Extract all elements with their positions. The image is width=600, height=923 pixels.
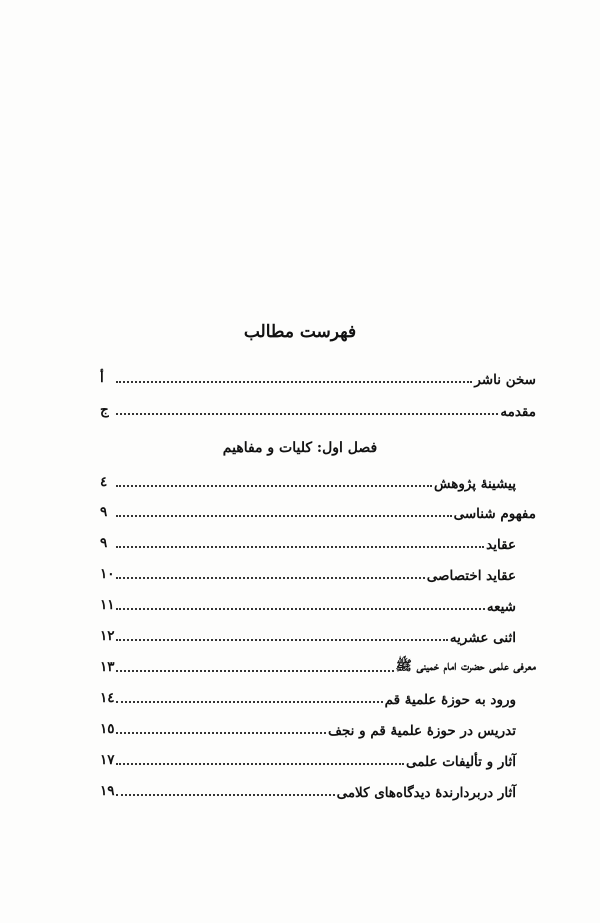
toc-entry-page: ١٠ [100, 566, 115, 582]
toc-entry [100, 624, 516, 646]
toc-entry [100, 562, 516, 584]
dot-leader [116, 700, 383, 703]
dot-leader [116, 484, 432, 487]
dot-leader [116, 545, 484, 548]
toc-entry-label: آثار دربردارندهٔ دیدگاه‌های کلامی [336, 785, 516, 801]
toc-entry-label: مقدمه [500, 404, 536, 420]
toc-entry-label: پیشینهٔ پژوهش [433, 476, 516, 492]
toc-entry [100, 500, 536, 522]
toc-entry [100, 531, 516, 553]
toc-entry-page: أ [100, 370, 104, 386]
toc-entry-page: ٤ [100, 474, 108, 490]
dot-leader [116, 380, 472, 383]
toc-entry-page: ١٩ [100, 783, 115, 799]
toc-entry-label: سخن ناشر [474, 372, 536, 388]
toc-entry [100, 779, 516, 801]
toc-entry-page: ١١ [100, 597, 115, 613]
toc-entry [100, 686, 516, 708]
toc-entry-page: ١٥ [100, 721, 115, 737]
dot-leader [116, 514, 452, 517]
toc-entry-label: عقاید [486, 537, 516, 553]
toc-entry [100, 655, 536, 677]
dot-leader [116, 762, 404, 765]
toc-entry-page: ج [100, 402, 109, 418]
toc-entry [100, 593, 516, 615]
toc-entry-page: ١٧ [100, 752, 115, 768]
toc-entry-label: اثنی عشریه [449, 630, 516, 646]
dot-leader [116, 669, 394, 672]
toc-entry-page: ١٣ [100, 659, 115, 675]
toc-entry [100, 398, 536, 420]
toc-title: فهرست مطالب [243, 322, 357, 342]
toc-entry-label: عقاید اختصاصی [426, 568, 516, 584]
toc-entry-page: ٩ [100, 504, 108, 520]
dot-leader [116, 731, 326, 734]
dot-leader [116, 576, 425, 579]
toc-entry [100, 748, 516, 770]
toc-entry-label: تدریس در حوزهٔ علمیهٔ قم و نجف [327, 723, 516, 739]
toc-entry-label: معرفی علمی حضرت امام خمینی ﷺ [395, 658, 536, 674]
toc-entry-page: ١٢ [100, 628, 115, 644]
toc-entry-page: ٩ [100, 535, 108, 551]
toc-entry [100, 366, 536, 388]
chapter-heading: فصل اول: کلیات و مفاهیم [222, 440, 378, 456]
toc-entry-page: ١٤ [100, 690, 115, 706]
dot-leader [116, 607, 485, 610]
toc-entry-label: آثار و تألیفات علمی [405, 754, 516, 770]
toc-entry-label: شیعه [486, 599, 516, 615]
dot-leader [116, 412, 498, 415]
toc-entry [100, 470, 516, 492]
toc-entry-label: مفهوم شناسی [453, 506, 536, 522]
dot-leader [116, 793, 335, 796]
toc-entry [100, 717, 516, 739]
toc-entry-label: ورود به حوزهٔ علمیهٔ قم [384, 692, 516, 708]
dot-leader [116, 638, 448, 641]
